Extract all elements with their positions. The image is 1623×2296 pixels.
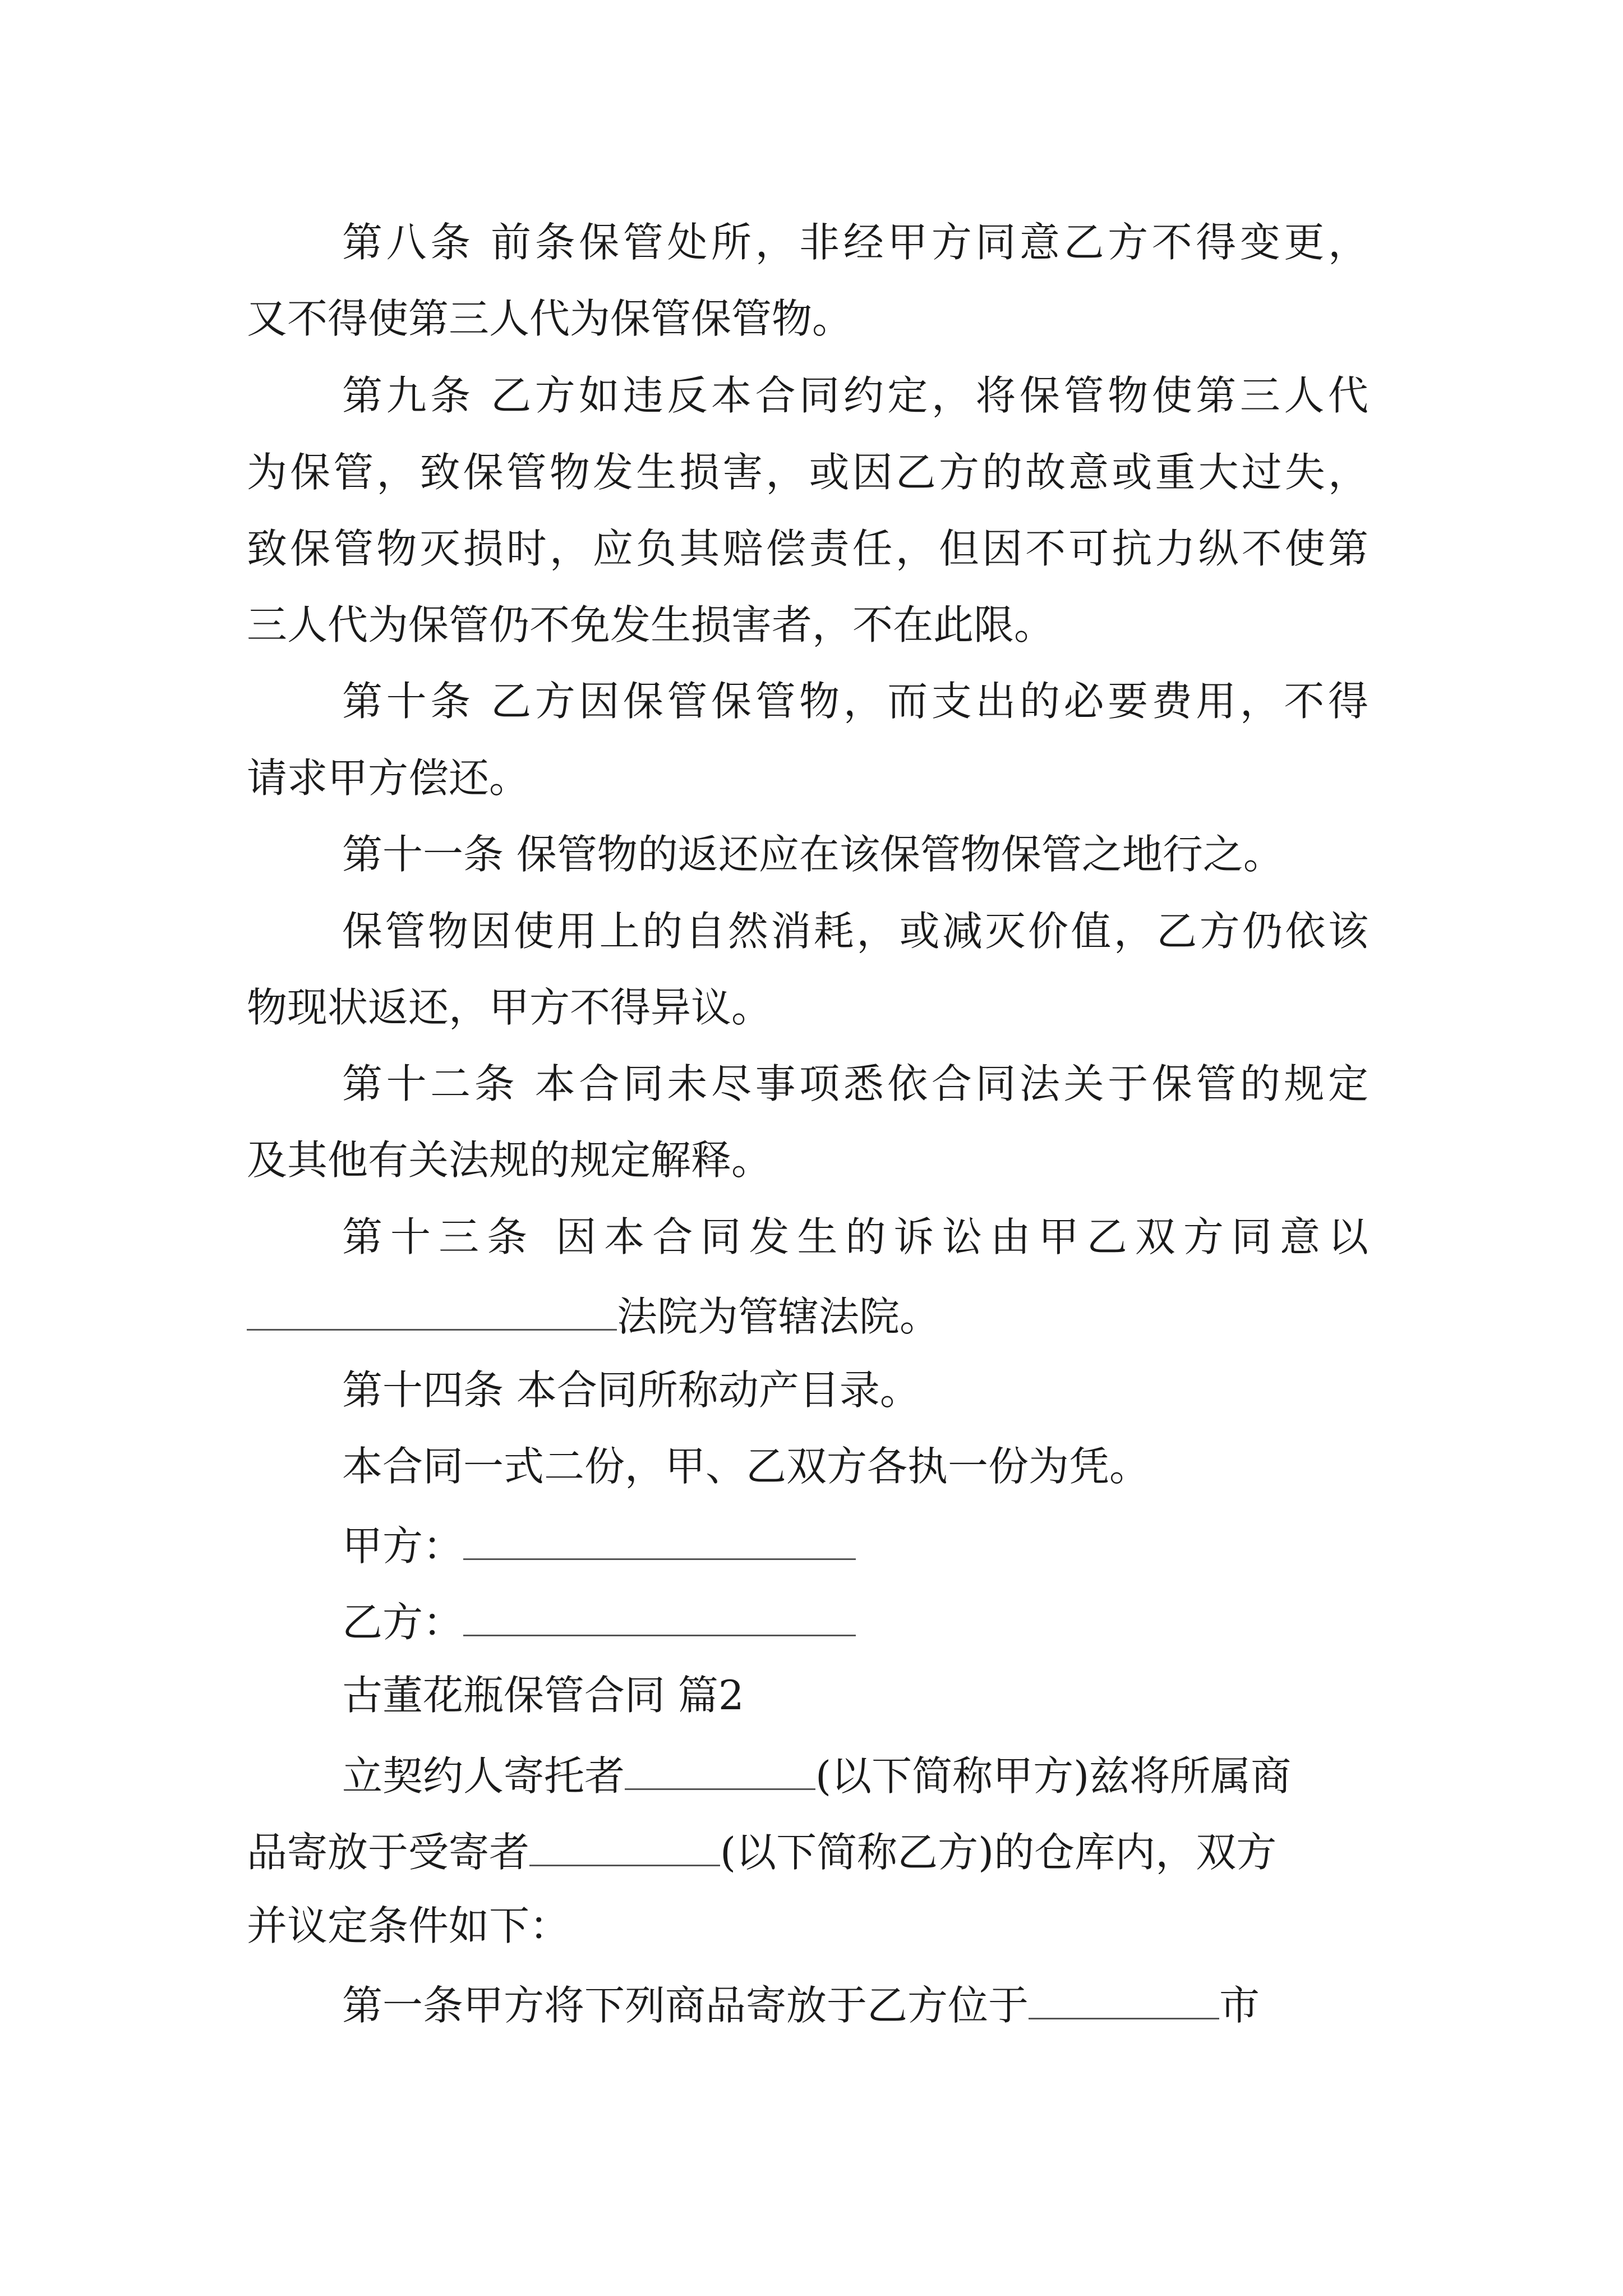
- article-9-line-4: 三人代为保管仍不免发生损害者，不在此限。: [247, 601, 1055, 648]
- article-8-line-2: 又不得使第三人代为保管保管物。: [247, 295, 853, 342]
- article-13-line-1: 第十三条 因本合同发生的诉讼由甲乙双方同意以: [342, 1213, 1368, 1260]
- article-8-line-1: 第八条 前条保管处所，非经甲方同意乙方不得变更，: [342, 219, 1368, 266]
- intro-line-2: [247, 1821, 1276, 1877]
- article-11b-line-2: 物现状返还，甲方不得异议。: [247, 984, 772, 1031]
- article-12-line-1: 第十二条 本合同未尽事项悉依合同法关于保管的规定: [342, 1060, 1368, 1107]
- article-9-line-2: 为保管，致保管物发生损害，或因乙方的故意或重大过失，: [247, 449, 1368, 496]
- intro-line-2-suffix: (以下简称乙方)的仓库内，双方: [720, 1829, 1277, 1876]
- depositor-blank: [625, 1745, 815, 1790]
- court-blank: [247, 1285, 617, 1331]
- party-a-blank: [463, 1515, 856, 1560]
- article-10-line-1: 第十条 乙方因保管保管物，而支出的必要费用，不得: [342, 678, 1368, 725]
- article-13-line-2: [247, 1285, 940, 1341]
- location-blank: [1029, 1974, 1219, 2019]
- intro-line-1-prefix: 立契约人寄托者: [342, 1752, 625, 1800]
- article-9-line-3: 致保管物灭损时，应负其赔偿责任，但因不可抗力纵不使第: [247, 525, 1368, 572]
- party-a-line: [342, 1515, 856, 1571]
- article-12-line-2: 及其他有关法规的规定解释。: [247, 1137, 772, 1184]
- party-b-blank: [463, 1591, 856, 1636]
- intro-line-3: 并议定条件如下：: [247, 1902, 570, 1949]
- section-title: 古董花瓶保管合同 篇2: [342, 1672, 744, 1719]
- intro-line-2-prefix: 品寄放于受寄者: [247, 1829, 530, 1876]
- article-1-line-1: [342, 1974, 1260, 2030]
- party-a-label: 甲方：: [342, 1522, 464, 1570]
- intro-line-1: [342, 1745, 1291, 1801]
- article-1-prefix: 第一条甲方将下列商品寄放于乙方位于: [342, 1982, 1029, 2029]
- party-b-line: [342, 1591, 856, 1647]
- party-b-label: 乙方：: [342, 1599, 464, 1646]
- article-11-line-1: 第十一条 保管物的返还应在该保管物保管之地行之。: [342, 831, 1284, 878]
- article-11b-line-1: 保管物因使用上的自然消耗，或减灭价值，乙方仍依该: [342, 908, 1368, 955]
- intro-line-1-suffix: (以下简称甲方)兹将所属商: [815, 1752, 1292, 1800]
- article-10-line-2: 请求甲方偿还。: [247, 754, 530, 802]
- article-14-line-1: 第十四条 本合同所称动产目录。: [342, 1366, 920, 1414]
- article-9-line-1: 第九条 乙方如违反本合同约定，将保管物使第三人代: [342, 372, 1368, 419]
- article-13-line-2-text: 法院为管辖法院。: [617, 1293, 940, 1340]
- article-1-suffix: 市: [1219, 1982, 1260, 2029]
- depositary-blank: [529, 1821, 720, 1866]
- copies-clause: 本合同一式二份，甲、乙双方各执一份为凭。: [342, 1443, 1150, 1490]
